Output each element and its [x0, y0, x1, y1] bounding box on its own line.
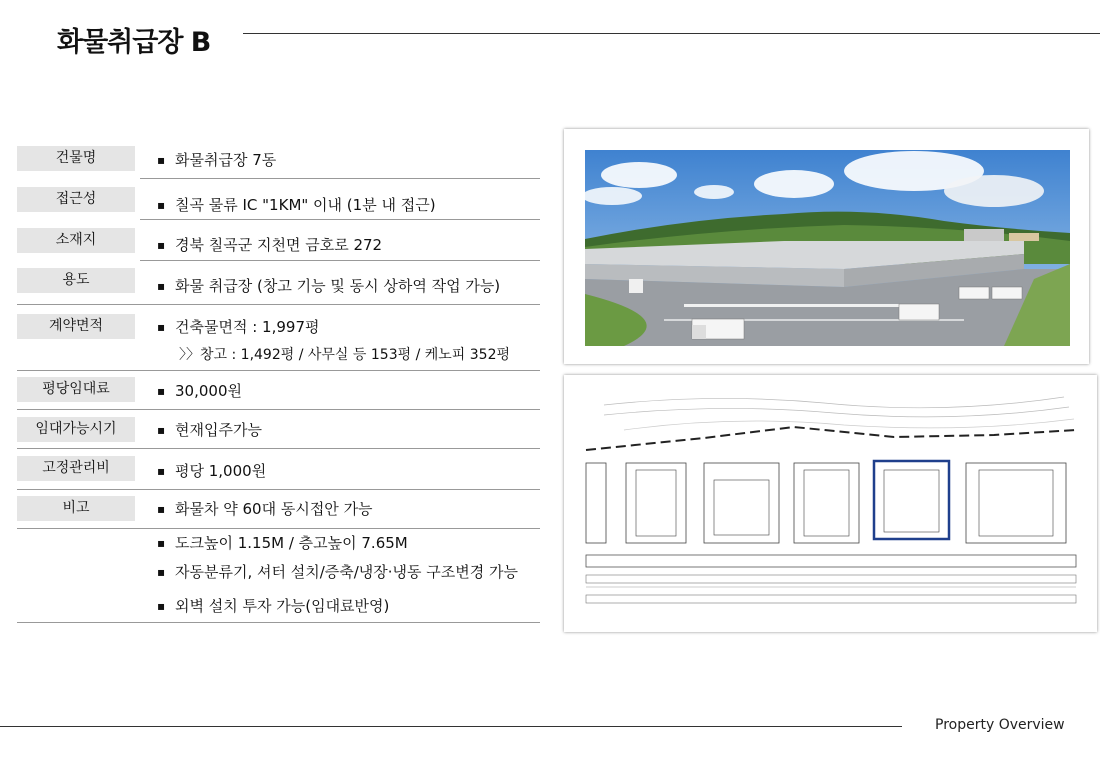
- row-label: 계약면적: [17, 314, 135, 339]
- row-subvalue: 〉〉창고 : 1,492평 / 사무실 등 153평 / 케노피 352평: [179, 347, 511, 363]
- row-divider: [140, 178, 540, 179]
- row-value: ▪ 화물 취급장 (창고 기능 및 동시 상하역 작업 가능): [157, 275, 500, 296]
- row-label: 접근성: [17, 187, 135, 212]
- row-label: 건물명: [17, 146, 135, 171]
- row-value: ▪ 칠곡 물류 IC "1KM" 이내 (1분 내 접근): [157, 194, 436, 215]
- row-label: 비고: [17, 496, 135, 521]
- row-value: ▪ 화물취급장 7동: [157, 149, 276, 170]
- building-rendering-frame: [564, 129, 1089, 364]
- footer-divider: [0, 726, 902, 727]
- remarks-item: ▪ 도크높이 1.15M / 층고높이 7.65M: [157, 532, 408, 553]
- site-plan-image: [564, 375, 1097, 632]
- page-title: 화물취급장 B: [57, 27, 211, 58]
- row-divider: [17, 370, 540, 371]
- row-divider: [17, 304, 540, 305]
- title-divider: [243, 33, 1100, 34]
- row-label: 임대가능시기: [17, 417, 135, 442]
- row-divider: [17, 409, 540, 410]
- row-divider: [17, 489, 540, 490]
- footer-label: Property Overview: [935, 717, 1065, 733]
- row-divider: [17, 448, 540, 449]
- row-divider: [140, 219, 540, 220]
- site-plan-frame: [564, 375, 1097, 632]
- row-value: ▪ 화물차 약 60대 동시접안 가능: [157, 498, 373, 519]
- row-label: 평당임대료: [17, 377, 135, 402]
- row-value: ▪ 건축물면적 : 1,997평: [157, 316, 319, 337]
- row-divider: [17, 528, 540, 529]
- remarks-item: ▪ 외벽 설치 투자 가능(임대료반영): [157, 595, 389, 616]
- row-value: ▪ 평당 1,000원: [157, 460, 266, 481]
- building-rendering-image: [564, 129, 1089, 364]
- row-divider: [140, 260, 540, 261]
- row-label: 용도: [17, 268, 135, 293]
- row-value: ▪ 현재입주가능: [157, 419, 262, 440]
- row-label: 소재지: [17, 228, 135, 253]
- row-value: ▪ 경북 칠곡군 지천면 금호로 272: [157, 234, 382, 255]
- remarks-item: ▪ 자동분류기, 셔터 설치/증축/냉장·냉동 구조변경 가능: [157, 561, 518, 582]
- row-divider: [17, 622, 540, 623]
- row-label: 고정관리비: [17, 456, 135, 481]
- row-value: ▪ 30,000원: [157, 380, 242, 401]
